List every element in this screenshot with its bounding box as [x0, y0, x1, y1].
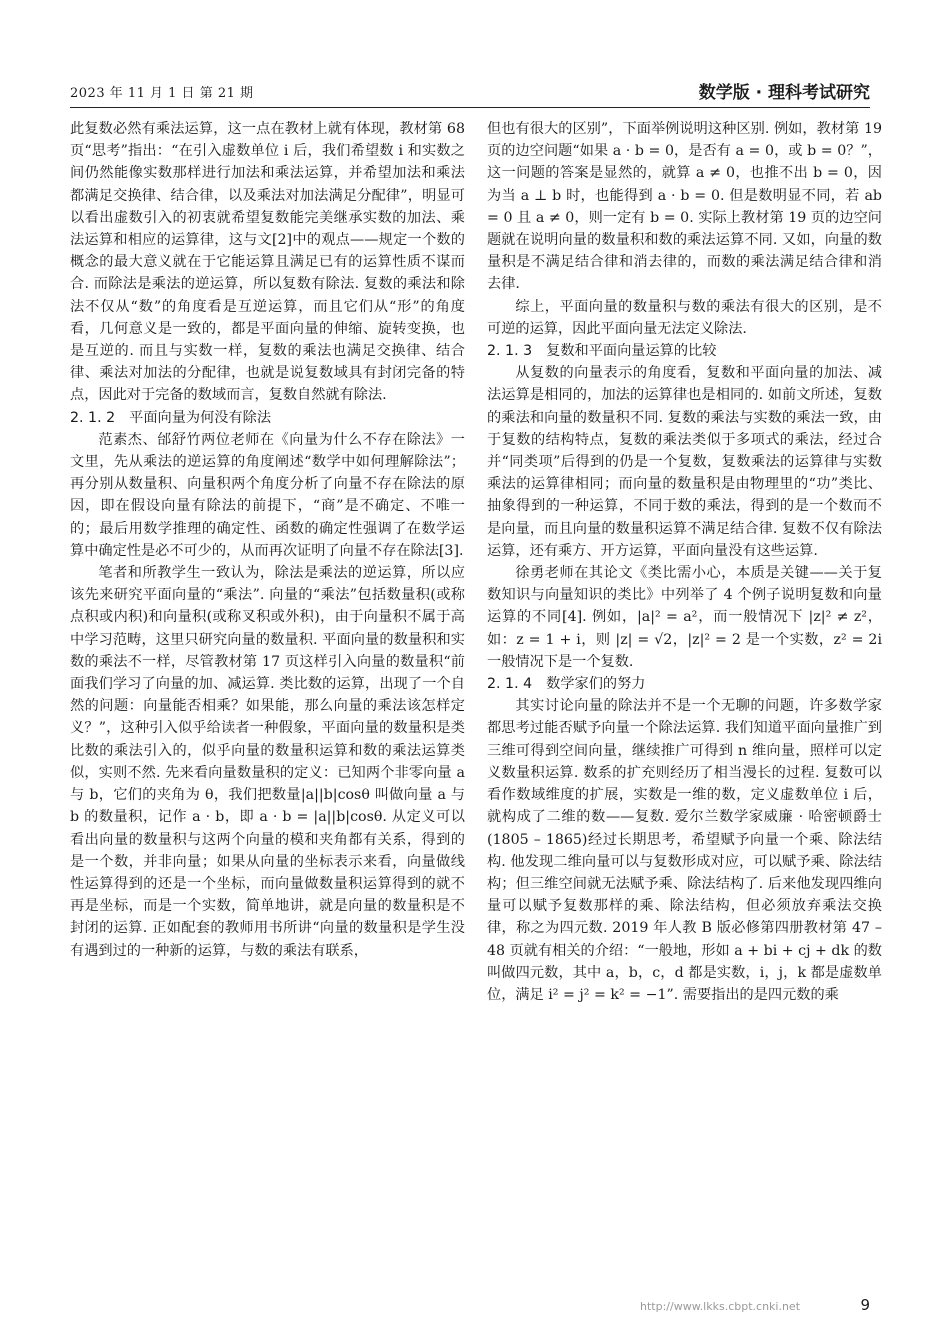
header-rule — [70, 107, 870, 108]
paragraph: 但也有很大的区别”，下面举例说明这种区别. 例如，教材第 19 页的边空问题“如果 a · b = 0，是否有 a = 0，或 b = 0？”，这一问题的答案是显然的，就算 a ≠ 0，也推不出 b = 0，因为当 a ⊥ b 时，也能得到 a · b = 0. 但是数明显不同，若 ab = 0 且 a ≠ 0，则一定有 b = 0. 实际上教材第 19 页的边空问题就在说明向量的数量积和数的乘法运算不同. 又如，向量的数量积是不满足结合律和消去律的，而数的乘法满足结合律和消去律. — [487, 121, 882, 293]
page-number: 9 — [860, 1296, 870, 1314]
section-heading-2-1-2 — [70, 407, 465, 429]
section-number: 2. 1. 2 — [70, 409, 116, 426]
paragraph: 其实讨论向量的除法并不是一个无聊的问题，许多数学家都思考过能否赋予向量一个除法运算. 我们知道平面向量推广到三维可得到空间向量，继续推广可得到 n 维向量，照样可以定义数量积运算. 数系的扩充则经历了相当漫长的过程. 复数可以看作数域维度的扩展，实数是一维的数，定义虚数单位 i 后，就构成了二维的数——复数. 爱尔兰数学家威廉 · 哈密顿爵士(1805 – 1865)经过长期思考，希望赋予向量一个乘、除法结构. 他发现二维向量可以与复数形成对应，可以赋予乘、除法结构；但三维空间就无法赋予乘、除法结构了. 后来他发现四维向量可以赋予复数那样的乘、除法结构，但必须放弃乘法交换律，称之为四元数. 2019 年人教 B 版必修第四册教材第 47 – 48 页就有相关的介绍：“一般地，形如 a + bi + cj + dk 的数叫做四元数，其中 a，b，c，d 都是实数，i，j，k 都是虚数单位，满足 i² = j² = k² = −1”. 需要指出的是四元数的乘 — [487, 698, 882, 1003]
section-title: 复数和平面向量运算的比较 — [546, 343, 717, 360]
paragraph: 从复数的向量表示的角度看，复数和平面向量的加法、减法运算是相同的，加法的运算律也是相同的. 如前文所述，复数的乘法和向量的数量积不同. 复数的乘法与实数的乘法一致，由于复数的结构特点，复数的乘法类似于多项式的乘法，经过合并“同类项”后得到的仍是一个复数，复数乘法的运算律与实数乘法的运算律相同；而向量的数量积是由物理里的“功”类比、抽象得到的一种运算，不同于数的乘法，得到的是一个数而不是向量，而且向量的数量积运算不满足结合律. 复数不仅有除法运算，还有乘方、开方运算，平面向量没有这些运算. — [487, 365, 882, 559]
page-header — [70, 78, 870, 106]
section-title: 数学家们的努力 — [546, 676, 646, 693]
paragraph: 综上，平面向量的数量积与数的乘法有很大的区别，是不可逆的运算，因此平面向量无法定义除法. — [487, 298, 882, 337]
issue-date: 2023 年 11 月 1 日 第 21 期 — [70, 86, 254, 101]
section-heading-2-1-4 — [487, 673, 882, 695]
paragraph: 此复数必然有乘法运算，这一点在教材上就有体现，教材第 68 页“思考”指出：“在引入虚数单位 i 后，我们希望数 i 和实数之间仍然能像实数那样进行加法和乘法运算，并希望加法和乘法都满足交换律、结合律，以及乘法对加法满足分配律”，明显可以看出虚数引入的初衷就希望复数能完美继承实数的加法、乘法运算和相应的运算律，这与文[2]中的观点——规定一个数的概念的最大意义就在于它能运算且满足已有的运算性质不谋而合. 而除法是乘法的逆运算，所以复数有除法. 复数的乘法和除法不仅从“数”的角度看是互逆运算，而且它们从“形”的角度看，几何意义是一致的，都是平面向量的伸缩、旋转变换，也是互逆的. 而且与实数一样，复数的乘法也满足交换律、结合律、乘法对加法的分配律，也就是说复数域具有封闭完备的特点，因此对于完备的数域而言，复数自然就有除法. — [70, 121, 465, 404]
section-number: 2. 1. 4 — [487, 676, 533, 693]
left-column — [70, 118, 465, 962]
section-title: 平面向量为何没有除法 — [129, 409, 272, 426]
section-heading-2-1-3 — [487, 340, 882, 362]
journal-title: 数学版 · 理科考试研究 — [698, 83, 870, 103]
journal-url: http://www.lkks.cbpt.cnki.net — [640, 1300, 801, 1313]
paragraph: 笔者和所教学生一致认为，除法是乘法的逆运算，所以应该先来研究平面向量的“乘法”. 向量的“乘法”包括数量积(或称点积或内积)和向量积(或称叉积或外积)，由于向量积不属于高中学习范畴，这里只研究向量的数量积. 平面向量的数量积和实数的乘法不一样，尽管教材第 17 页这样引入向量的数量积“前面我们学习了向量的加、减运算. 类比数的运算，出现了一个自然的问题：向量能否相乘？如果能，那么向量的乘法该怎样定义？”，这种引入似乎给读者一种假象，平面向量的数量积是类比数的乘法引入的，似乎向量的数量积运算和数的乘法运算类似，实则不然. 先来看向量数量积的定义：已知两个非零向量 a 与 b，它们的夹角为 θ，我们把数量|a||b|cosθ 叫做向量 a 与 b 的数量积，记作 a · b，即 a · b = |a||b|cosθ. 从定义可以看出向量的数量积与这两个向量的模和夹角都有关系，得到的是一个数，并非向量；如果从向量的坐标表示来看，向量做线性运算得到的还是一个坐标，而向量做数量积运算得到的就不再是坐标，而是一个实数，简单地讲，就是向量的数量积是不封闭的运算. 正如配套的教师用书所讲“向量的数量积是学生没有遇到过的一种新的运算，与数的乘法有联系， — [70, 565, 465, 959]
section-number: 2. 1. 3 — [487, 343, 533, 360]
right-column — [487, 118, 882, 1006]
paragraph: 徐勇老师在其论文《类比需小心，本质是关键——关于复数知识与向量知识的类比》中列举了 4 个例子说明复数和向量运算的不同[4]. 例如，|a|² = a²，而一般情况下 |z|² ≠ z²，如：z = 1 + i，则 |z| = √2，|z|² = 2 是一个实数，z² = 2i 一般情况下是一个复数. — [487, 565, 882, 670]
paragraph: 范素杰、邰舒竹两位老师在《向量为什么不存在除法》一文里，先从乘法的逆运算的角度阐述“数学中如何理解除法”；再分别从数量积、向量积两个角度分析了向量不存在除法的原因，即在假设向量有除法的前提下，“商”是不确定、不唯一的；最后用数学推理的确定性、函数的确定性强调了在数学运算中确定性是必不可少的，从而再次证明了向量不存在除法[3]. — [70, 431, 465, 559]
page-footer — [640, 1296, 870, 1318]
